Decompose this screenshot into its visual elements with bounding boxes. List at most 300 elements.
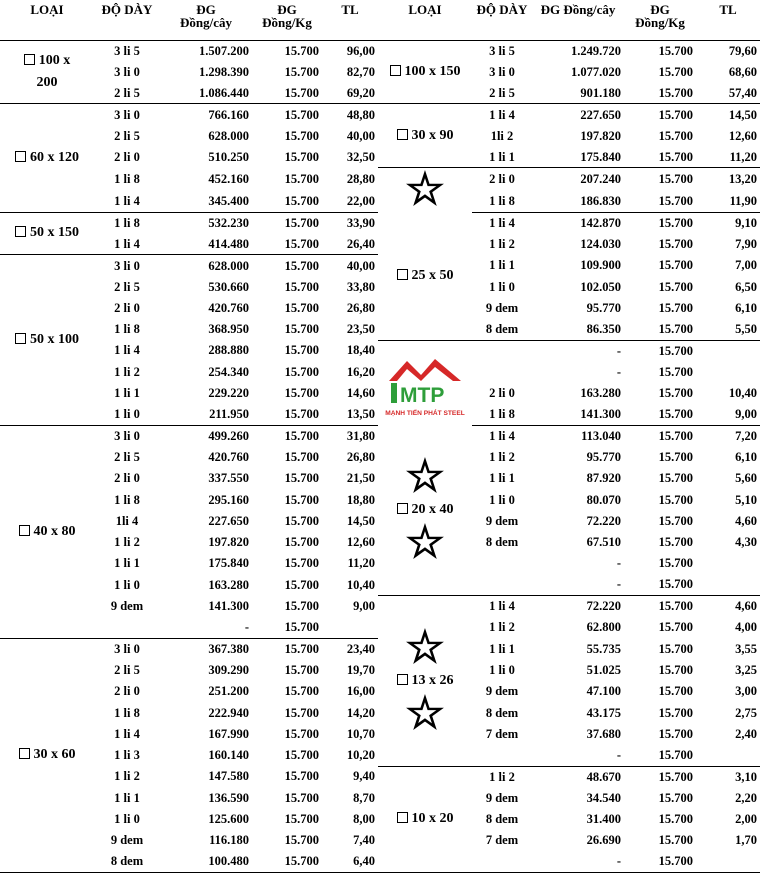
dg-kg-cell: 15.700 bbox=[284, 107, 319, 122]
tl-cell: 7,20 bbox=[735, 428, 757, 443]
tl-cell: 16,20 bbox=[346, 364, 375, 379]
dg-kg-cell: 15.700 bbox=[284, 599, 319, 614]
dg-cay-cell: 251.200 bbox=[208, 684, 249, 699]
tl-cell: 28,80 bbox=[346, 171, 375, 186]
do-day-cell: 1 li 0 bbox=[489, 492, 515, 507]
tl-cell: 6,10 bbox=[735, 449, 757, 464]
dg-cay-cell: 1.249.720 bbox=[571, 43, 621, 58]
tl-cell: 16,00 bbox=[346, 684, 375, 699]
do-day-cell: 7 dem bbox=[485, 833, 519, 848]
dg-cay-cell: 452.160 bbox=[208, 171, 249, 186]
dg-cay-cell: 47.100 bbox=[586, 684, 621, 699]
dg-cay-cell: 628.000 bbox=[208, 258, 249, 273]
header-loai-right: LOẠI bbox=[408, 2, 442, 17]
dg-cay-cell: 175.840 bbox=[532, 146, 624, 167]
tl-cell: 6,10 bbox=[735, 300, 757, 315]
do-day-cell: 1 li 1 bbox=[472, 146, 532, 167]
table-row bbox=[0, 212, 760, 233]
group-label-wrap bbox=[381, 125, 469, 147]
logo-brand: MTP bbox=[400, 383, 445, 407]
tl-cell: 79,60 bbox=[728, 43, 757, 58]
mtp-logo bbox=[381, 347, 469, 419]
table-header bbox=[0, 0, 760, 40]
tl-cell: 1,70 bbox=[735, 833, 757, 848]
tl-cell: 14,60 bbox=[346, 386, 375, 401]
dg-kg-cell: 15.700 bbox=[658, 64, 693, 79]
dg-cay-cell: 207.240 bbox=[580, 171, 621, 186]
tl-cell: 9,00 bbox=[353, 599, 375, 614]
do-day-cell: 1 li 1 bbox=[114, 386, 140, 401]
do-day-cell: 2 li 0 bbox=[114, 684, 140, 699]
header-dg-kg-line1: ĐG bbox=[277, 2, 297, 17]
dg-kg-cell: 15.700 bbox=[284, 833, 319, 848]
dg-cay-cell: 367.380 bbox=[208, 641, 249, 656]
dg-kg-cell: 15.700 bbox=[658, 726, 693, 741]
dg-kg-cell: 15.700 bbox=[284, 662, 319, 677]
header-dg-kg-right-line2: Đồng/Kg bbox=[635, 15, 685, 30]
tl-cell: 12,60 bbox=[728, 128, 757, 143]
do-day-cell: 1 li 4 bbox=[114, 726, 140, 741]
do-day-cell: 3 li 0 bbox=[114, 258, 140, 273]
dg-cay-cell: - bbox=[532, 851, 624, 872]
tl-cell: 11,90 bbox=[696, 190, 760, 212]
dg-kg-cell: 15.700 bbox=[284, 471, 319, 486]
dg-cay-cell: 288.880 bbox=[208, 343, 249, 358]
do-day-cell: 9 dem bbox=[485, 513, 519, 528]
dg-kg-cell: 15.700 bbox=[284, 428, 319, 443]
dg-kg-cell: 15.700 bbox=[284, 343, 319, 358]
do-day-cell bbox=[472, 553, 532, 574]
dg-cay-cell: - bbox=[532, 745, 624, 766]
dg-kg-cell: 15.700 bbox=[658, 790, 693, 805]
dg-kg-cell: 15.700 bbox=[284, 322, 319, 337]
dg-cay-cell: 34.540 bbox=[586, 790, 621, 805]
do-day-cell: 9 dem bbox=[485, 300, 519, 315]
tl-cell: 2,75 bbox=[735, 705, 757, 720]
tl-cell: 26,80 bbox=[346, 449, 375, 464]
do-day-cell: 1 li 8 bbox=[114, 705, 140, 720]
group-label-right bbox=[378, 766, 472, 872]
logo-bar-icon bbox=[391, 383, 397, 403]
dg-cay-cell: 37.680 bbox=[586, 726, 621, 741]
tl-cell: 69,20 bbox=[322, 83, 378, 104]
do-day-cell: 9 dem bbox=[485, 684, 519, 699]
group-label-wrap bbox=[381, 808, 469, 830]
dg-cay-cell: 95.770 bbox=[586, 300, 621, 315]
tl-cell: 2,00 bbox=[735, 811, 757, 826]
do-day-cell: 1 li 4 bbox=[94, 190, 160, 212]
dg-cay-cell: 102.050 bbox=[580, 279, 621, 294]
do-day-cell: 3 li 5 bbox=[489, 43, 515, 58]
header-dg-cay bbox=[160, 0, 252, 40]
tl-cell: 18,80 bbox=[346, 492, 375, 507]
dg-cay-cell: 67.510 bbox=[586, 535, 621, 550]
dg-kg-cell: 15.700 bbox=[284, 726, 319, 741]
dg-kg-cell: 15.700 bbox=[658, 471, 693, 486]
group-label-text: 100 x bbox=[38, 52, 71, 68]
table-row bbox=[0, 340, 760, 361]
dg-cay-cell: 227.650 bbox=[208, 513, 249, 528]
dg-cay-cell: 160.140 bbox=[208, 748, 249, 763]
group-label-left bbox=[0, 425, 94, 638]
dg-cay-cell: 113.040 bbox=[581, 428, 621, 443]
dg-kg-cell: 15.700 bbox=[658, 215, 693, 230]
do-day-cell: 3 li 0 bbox=[114, 641, 140, 656]
dg-kg-cell: 15.700 bbox=[284, 684, 319, 699]
dg-kg-cell: 15.700 bbox=[284, 492, 319, 507]
do-day-cell: 1 li 4 bbox=[489, 107, 515, 122]
tl-cell bbox=[696, 553, 760, 574]
star-icon: ☆ bbox=[405, 451, 445, 501]
dg-cay-cell: 163.280 bbox=[208, 577, 249, 592]
dg-kg-cell: 15.700 bbox=[658, 279, 693, 294]
dg-cay-cell: 414.480 bbox=[160, 234, 252, 255]
checkbox-square-icon bbox=[15, 333, 26, 344]
dg-cay-cell: 141.300 bbox=[208, 599, 249, 614]
dg-cay-cell: 62.800 bbox=[586, 620, 621, 635]
tl-cell: 96,00 bbox=[346, 43, 375, 58]
dg-kg-cell: 15.700 bbox=[284, 811, 319, 826]
do-day-cell: 1 li 2 bbox=[489, 236, 515, 251]
do-day-cell: 1 li 4 bbox=[489, 428, 515, 443]
tl-cell: 6,40 bbox=[322, 851, 378, 872]
dg-kg-cell: 15.700 bbox=[624, 851, 696, 872]
dg-cay-cell: 1.086.440 bbox=[160, 83, 252, 104]
tl-cell: 19,70 bbox=[346, 662, 375, 677]
dg-kg-cell: 15.700 bbox=[658, 386, 693, 401]
do-day-cell bbox=[94, 617, 160, 638]
dg-kg-cell: 15.700 bbox=[284, 64, 319, 79]
do-day-cell: 1 li 8 bbox=[472, 190, 532, 212]
tl-cell: 82,70 bbox=[346, 64, 375, 79]
dg-cay-cell: 72.220 bbox=[586, 599, 621, 614]
tl-cell bbox=[696, 851, 760, 872]
dg-cay-cell: 530.660 bbox=[208, 279, 249, 294]
tl-cell: 3,10 bbox=[735, 769, 757, 784]
do-day-cell: 1 li 0 bbox=[114, 811, 140, 826]
dg-kg-cell: 15.700 bbox=[658, 556, 693, 571]
do-day-cell: 2 li 0 bbox=[114, 471, 140, 486]
dg-cay-cell: 766.160 bbox=[208, 107, 249, 122]
star-icon: ☆ bbox=[405, 622, 445, 672]
dg-cay-cell: - bbox=[532, 574, 624, 595]
header-tl: TL bbox=[341, 2, 359, 17]
dg-cay-cell: 141.300 bbox=[532, 404, 624, 425]
do-day-cell: 3 li 0 bbox=[114, 428, 140, 443]
tl-cell: 23,40 bbox=[346, 641, 375, 656]
do-day-cell: 8 dem bbox=[485, 535, 519, 550]
checkbox-square-icon bbox=[397, 269, 408, 280]
dg-kg-cell: 15.700 bbox=[658, 428, 693, 443]
dg-kg-cell: 15.700 bbox=[284, 449, 319, 464]
star-icon: ☆ bbox=[405, 518, 445, 568]
dg-kg-cell: 15.700 bbox=[658, 769, 693, 784]
do-day-cell bbox=[472, 745, 532, 766]
do-day-cell: 8 dem bbox=[94, 851, 160, 872]
checkbox-square-icon bbox=[15, 151, 26, 162]
tl-cell: 9,10 bbox=[735, 215, 757, 230]
do-day-cell: 2 li 5 bbox=[114, 128, 140, 143]
do-day-cell: 1 li 2 bbox=[489, 620, 515, 635]
tl-cell: 22,00 bbox=[322, 190, 378, 212]
do-day-cell: 2 li 0 bbox=[114, 300, 140, 315]
do-day-cell: 1 li 4 bbox=[489, 599, 515, 614]
decoration-star bbox=[378, 168, 472, 213]
header-dg-cay-right: ĐG Đồng/cây bbox=[540, 2, 616, 17]
do-day-cell: 2 li 5 bbox=[472, 83, 532, 104]
tl-cell bbox=[696, 745, 760, 766]
dg-cay-cell: 254.340 bbox=[208, 364, 249, 379]
dg-kg-cell: 15.700 bbox=[284, 258, 319, 273]
header-dg-kg-line2: Đồng/Kg bbox=[262, 15, 312, 30]
tl-cell: 13,20 bbox=[728, 171, 757, 186]
header-do-day-right: ĐỘ DÀY bbox=[476, 2, 528, 17]
do-day-cell: 1 li 1 bbox=[489, 471, 515, 486]
dg-kg-cell: 15.700 bbox=[284, 128, 319, 143]
dg-cay-cell: 26.690 bbox=[586, 833, 621, 848]
do-day-cell: 1 li 2 bbox=[114, 535, 140, 550]
decoration-logo bbox=[378, 340, 472, 425]
tl-cell: 11,20 bbox=[347, 556, 375, 571]
tl-cell: 33,80 bbox=[346, 279, 375, 294]
do-day-cell: 2 li 0 bbox=[489, 386, 515, 401]
dg-cay-cell: - bbox=[616, 343, 621, 358]
dg-cay-cell: 87.920 bbox=[586, 471, 621, 486]
tl-cell: 8,00 bbox=[353, 811, 375, 826]
do-day-cell bbox=[472, 851, 532, 872]
group-label-text: 13 x 26 bbox=[411, 672, 454, 688]
group-label-right bbox=[378, 212, 472, 340]
tl-cell: 14,50 bbox=[728, 107, 757, 122]
do-day-cell: 3 li 0 bbox=[114, 64, 140, 79]
group-label-wrap bbox=[381, 61, 469, 83]
dg-kg-cell: 15.700 bbox=[284, 535, 319, 550]
dg-cay-cell: 142.870 bbox=[580, 215, 621, 230]
do-day-cell: 1 li 8 bbox=[472, 404, 532, 425]
dg-cay-cell: 309.290 bbox=[208, 662, 249, 677]
tl-cell bbox=[696, 574, 760, 595]
table-row bbox=[0, 40, 760, 61]
dg-cay-cell: 345.400 bbox=[160, 190, 252, 212]
group-label-text: 50 x 150 bbox=[30, 225, 79, 241]
tl-cell: 3,55 bbox=[735, 641, 757, 656]
do-day-cell: 1 li 1 bbox=[114, 790, 140, 805]
dg-kg-cell: 15.700 bbox=[624, 319, 696, 340]
do-day-cell: 2 li 5 bbox=[94, 83, 160, 104]
tl-cell: 40,00 bbox=[346, 128, 375, 143]
tl-cell: 10,40 bbox=[728, 386, 757, 401]
dg-cay-cell: 147.580 bbox=[208, 769, 249, 784]
do-day-cell: 2 li 0 bbox=[114, 149, 140, 164]
dg-kg-cell: 15.700 bbox=[658, 364, 693, 379]
tl-cell: 68,60 bbox=[728, 64, 757, 79]
dg-kg-cell: 15.700 bbox=[658, 258, 693, 273]
do-day-cell: 1 li 1 bbox=[489, 641, 515, 656]
dg-cay-cell: 95.770 bbox=[586, 449, 621, 464]
dg-cay-cell: 532.230 bbox=[208, 215, 249, 230]
tl-cell: 5,60 bbox=[735, 471, 757, 486]
group-label-left bbox=[0, 638, 94, 872]
do-day-cell: 1 li 4 bbox=[489, 215, 515, 230]
dg-cay-cell: 163.280 bbox=[580, 386, 621, 401]
dg-kg-cell: 15.700 bbox=[658, 107, 693, 122]
dg-kg-cell: 15.700 bbox=[658, 236, 693, 251]
dg-kg-cell: 15.700 bbox=[658, 492, 693, 507]
do-day-cell: 9 dem bbox=[110, 599, 144, 614]
group-label-left bbox=[0, 255, 94, 425]
tl-cell: 23,50 bbox=[346, 322, 375, 337]
tl-cell: 9,40 bbox=[353, 769, 375, 784]
dg-kg-cell: 15.700 bbox=[284, 171, 319, 186]
tl-cell bbox=[696, 361, 760, 382]
star-icon: ☆ bbox=[405, 167, 445, 213]
table-body bbox=[0, 40, 760, 872]
group-label-left bbox=[0, 104, 94, 212]
do-day-cell: 9 dem bbox=[485, 790, 519, 805]
group-label-text: 100 x 150 bbox=[404, 63, 461, 79]
dg-cay-cell: 116.180 bbox=[209, 833, 249, 848]
dg-cay-cell: 628.000 bbox=[208, 128, 249, 143]
dg-kg-cell: 15.700 bbox=[658, 300, 693, 315]
logo-roof-icon bbox=[389, 359, 461, 381]
group-label-text: 30 x 60 bbox=[33, 747, 76, 763]
tl-cell: 13,50 bbox=[322, 404, 378, 425]
do-day-cell: 3 li 0 bbox=[489, 64, 515, 79]
tl-cell: 26,80 bbox=[346, 300, 375, 315]
dg-kg-cell: 15.700 bbox=[284, 43, 319, 58]
dg-cay-cell: 136.590 bbox=[208, 790, 249, 805]
group-label-text-line2: 200 bbox=[36, 74, 58, 90]
tl-cell: 14,50 bbox=[346, 513, 375, 528]
group-label-right bbox=[378, 425, 472, 595]
do-day-cell: 1 li 8 bbox=[114, 171, 140, 186]
dg-kg-cell: 15.700 bbox=[658, 620, 693, 635]
dg-cay-cell: 80.070 bbox=[586, 492, 621, 507]
header-dg-cay-line1: ĐG bbox=[196, 2, 216, 17]
table-row bbox=[0, 425, 760, 446]
tl-cell bbox=[322, 617, 378, 638]
group-label-text: 50 x 100 bbox=[30, 331, 79, 347]
checkbox-square-icon bbox=[397, 129, 408, 140]
dg-cay-cell: 499.260 bbox=[208, 428, 249, 443]
tl-cell: 4,30 bbox=[735, 535, 757, 550]
dg-cay-cell: 420.760 bbox=[208, 300, 249, 315]
tl-cell: 6,50 bbox=[735, 279, 757, 294]
checkbox-square-icon bbox=[397, 503, 408, 514]
tl-cell: 40,00 bbox=[346, 258, 375, 273]
tl-cell: 7,00 bbox=[735, 258, 757, 273]
dg-cay-cell: - bbox=[160, 617, 252, 638]
dg-kg-cell: 15.700 bbox=[658, 171, 693, 186]
dg-cay-cell: 229.220 bbox=[208, 386, 249, 401]
dg-kg-cell: 15.700 bbox=[624, 146, 696, 167]
group-label-right bbox=[378, 104, 472, 168]
tl-cell: 32,50 bbox=[346, 149, 375, 164]
dg-kg-cell: 15.700 bbox=[284, 513, 319, 528]
dg-kg-cell: 15.700 bbox=[252, 83, 322, 104]
dg-cay-cell: 109.900 bbox=[580, 258, 621, 273]
do-day-cell: 1 li 3 bbox=[114, 748, 140, 763]
do-day-cell: 1 li 1 bbox=[114, 556, 140, 571]
tl-cell: 14,20 bbox=[346, 705, 375, 720]
tl-cell bbox=[696, 340, 760, 361]
dg-cay-cell: 197.820 bbox=[580, 128, 621, 143]
group-label-text: 60 x 120 bbox=[30, 149, 79, 165]
dg-cay-cell: 901.180 bbox=[532, 83, 624, 104]
dg-kg-cell: 15.700 bbox=[284, 386, 319, 401]
table-row bbox=[0, 596, 760, 617]
dg-kg-cell: 15.700 bbox=[284, 300, 319, 315]
do-day-cell: 8 dem bbox=[472, 319, 532, 340]
do-day-cell: 1 li 4 bbox=[94, 234, 160, 255]
dg-cay-cell: 337.550 bbox=[208, 471, 249, 486]
tl-cell: 48,80 bbox=[346, 107, 375, 122]
header-dg-kg-right bbox=[624, 0, 696, 40]
dg-cay-cell: 211.950 bbox=[160, 404, 252, 425]
do-day-cell: 1 li 2 bbox=[114, 364, 140, 379]
do-day-cell: 1 li 0 bbox=[489, 279, 515, 294]
dg-kg-cell: 15.700 bbox=[284, 769, 319, 784]
dg-kg-cell: 15.700 bbox=[658, 599, 693, 614]
do-day-cell: 1 li 4 bbox=[114, 343, 140, 358]
checkbox-square-icon bbox=[397, 674, 408, 685]
dg-cay-cell: 48.670 bbox=[586, 769, 621, 784]
tl-cell: 3,25 bbox=[735, 662, 757, 677]
dg-kg-cell: 15.700 bbox=[252, 617, 322, 638]
tl-cell: 3,00 bbox=[735, 684, 757, 699]
dg-kg-cell: 15.700 bbox=[284, 790, 319, 805]
dg-kg-cell: 15.700 bbox=[252, 190, 322, 212]
dg-kg-cell: 15.700 bbox=[658, 43, 693, 58]
dg-cay-cell: 227.650 bbox=[580, 107, 621, 122]
table-row bbox=[0, 766, 760, 787]
dg-cay-cell: 125.600 bbox=[208, 811, 249, 826]
tl-cell: 4,60 bbox=[735, 599, 757, 614]
header-loai: LOẠI bbox=[30, 2, 64, 17]
dg-cay-cell: 167.990 bbox=[208, 726, 249, 741]
do-day-cell: 2 li 5 bbox=[114, 449, 140, 464]
dg-cay-cell: 124.030 bbox=[580, 236, 621, 251]
group-label-text: 40 x 80 bbox=[33, 523, 76, 539]
dg-cay-cell: 51.025 bbox=[586, 662, 621, 677]
dg-cay-cell: 510.250 bbox=[208, 149, 249, 164]
group-label-right bbox=[378, 596, 472, 766]
do-day-cell: 1 li 0 bbox=[489, 662, 515, 677]
dg-cay-cell: 186.830 bbox=[532, 190, 624, 212]
tl-cell: 12,60 bbox=[346, 535, 375, 550]
group-label-left bbox=[0, 212, 94, 255]
do-day-cell: 1 li 2 bbox=[114, 769, 140, 784]
group-label-text: 30 x 90 bbox=[411, 127, 454, 143]
dg-kg-cell: 15.700 bbox=[624, 190, 696, 212]
tl-cell: 5,10 bbox=[735, 492, 757, 507]
dg-cay-cell: - bbox=[616, 364, 621, 379]
tl-cell: 21,50 bbox=[346, 471, 375, 486]
tl-cell: 31,80 bbox=[346, 428, 375, 443]
dg-kg-cell: 15.700 bbox=[624, 83, 696, 104]
dg-kg-cell: 15.700 bbox=[658, 128, 693, 143]
dg-kg-cell: 15.700 bbox=[624, 574, 696, 595]
checkbox-square-icon bbox=[19, 525, 30, 536]
dg-kg-cell: 15.700 bbox=[658, 684, 693, 699]
do-day-cell: 3 li 0 bbox=[114, 107, 140, 122]
tl-cell: 2,20 bbox=[735, 790, 757, 805]
group-label-left bbox=[0, 40, 94, 104]
tl-cell: 26,40 bbox=[322, 234, 378, 255]
dg-cay-cell: 43.175 bbox=[586, 705, 621, 720]
do-day-cell bbox=[472, 340, 532, 361]
checkbox-square-icon bbox=[15, 226, 26, 237]
